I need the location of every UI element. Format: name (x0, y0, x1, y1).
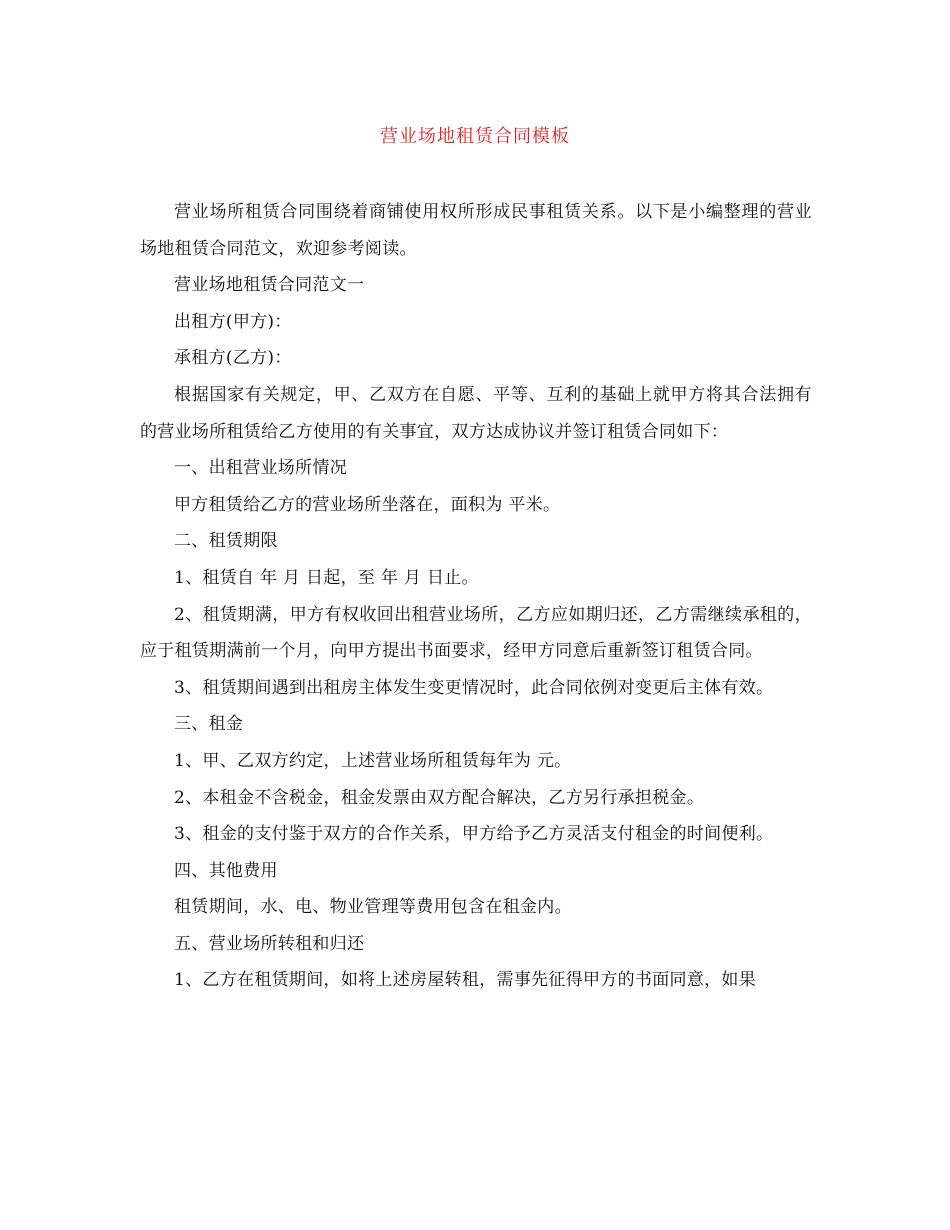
paragraph-term-3: 3、租赁期间遇到出租房主体发生变更情况时，此合同依例对变更后主体有效。 (174, 677, 774, 698)
paragraph-sublease-1: 1、乙方在租赁期间，如将上述房屋转租，需事先征得甲方的书面同意，如果 (174, 970, 757, 991)
paragraph-fees: 租赁期间，水、电、物业管理等费用包含在租金内。 (174, 897, 572, 918)
section-heading-term: 二、租赁期限 (174, 531, 278, 552)
paragraph-rent-1: 1、甲、乙双方约定，上述营业场所租赁每年为 元。 (174, 750, 572, 771)
section-heading-rent: 三、租金 (174, 714, 244, 735)
section-heading-sublease: 五、营业场所转租和归还 (174, 933, 365, 954)
paragraph-premises: 甲方租赁给乙方的营业场所坐落在，面积为 平米。 (174, 494, 561, 515)
paragraph-term-2: 2、租赁期满，甲方有权收回出租营业场所，乙方应如期归还，乙方需继续承租的，应于租赁期满前一个月，向甲方提出书面要求，经甲方同意后重新签订租赁合同。 (140, 604, 812, 662)
paragraph-intro: 营业场所租赁合同围绕着商铺使用权所形成民事租赁关系。以下是小编整理的营业场地租赁合同范文，欢迎参考阅读。 (140, 202, 812, 259)
paragraph-lessor: 出租方(甲方)： (174, 311, 292, 332)
section-heading-fees: 四、其他费用 (174, 860, 278, 881)
paragraph-sample-heading: 营业场地租赁合同范文一 (174, 275, 365, 296)
paragraph-rent-2: 2、本租金不含税金，租金发票由双方配合解决，乙方另行承担税金。 (174, 787, 705, 808)
section-heading-premises: 一、出租营业场所情况 (174, 458, 347, 479)
document-title: 营业场地租赁合同模板 (380, 126, 570, 147)
paragraph-term-1: 1、租赁自 年 月 日起，至 年 月 日止。 (174, 567, 479, 588)
paragraph-rent-3: 3、租金的支付鉴于双方的合作关系，甲方给予乙方灵活支付租金的时间便利。 (174, 824, 774, 845)
document-body (140, 194, 812, 999)
paragraph-lessee: 承租方(乙方)： (174, 348, 292, 369)
paragraph-preamble: 根据国家有关规定，甲、乙双方在自愿、平等、互利的基础上就甲方将其合法拥有的营业场所租赁给乙方使用的有关事宜，双方达成协议并签订租赁合同如下： (140, 384, 812, 442)
